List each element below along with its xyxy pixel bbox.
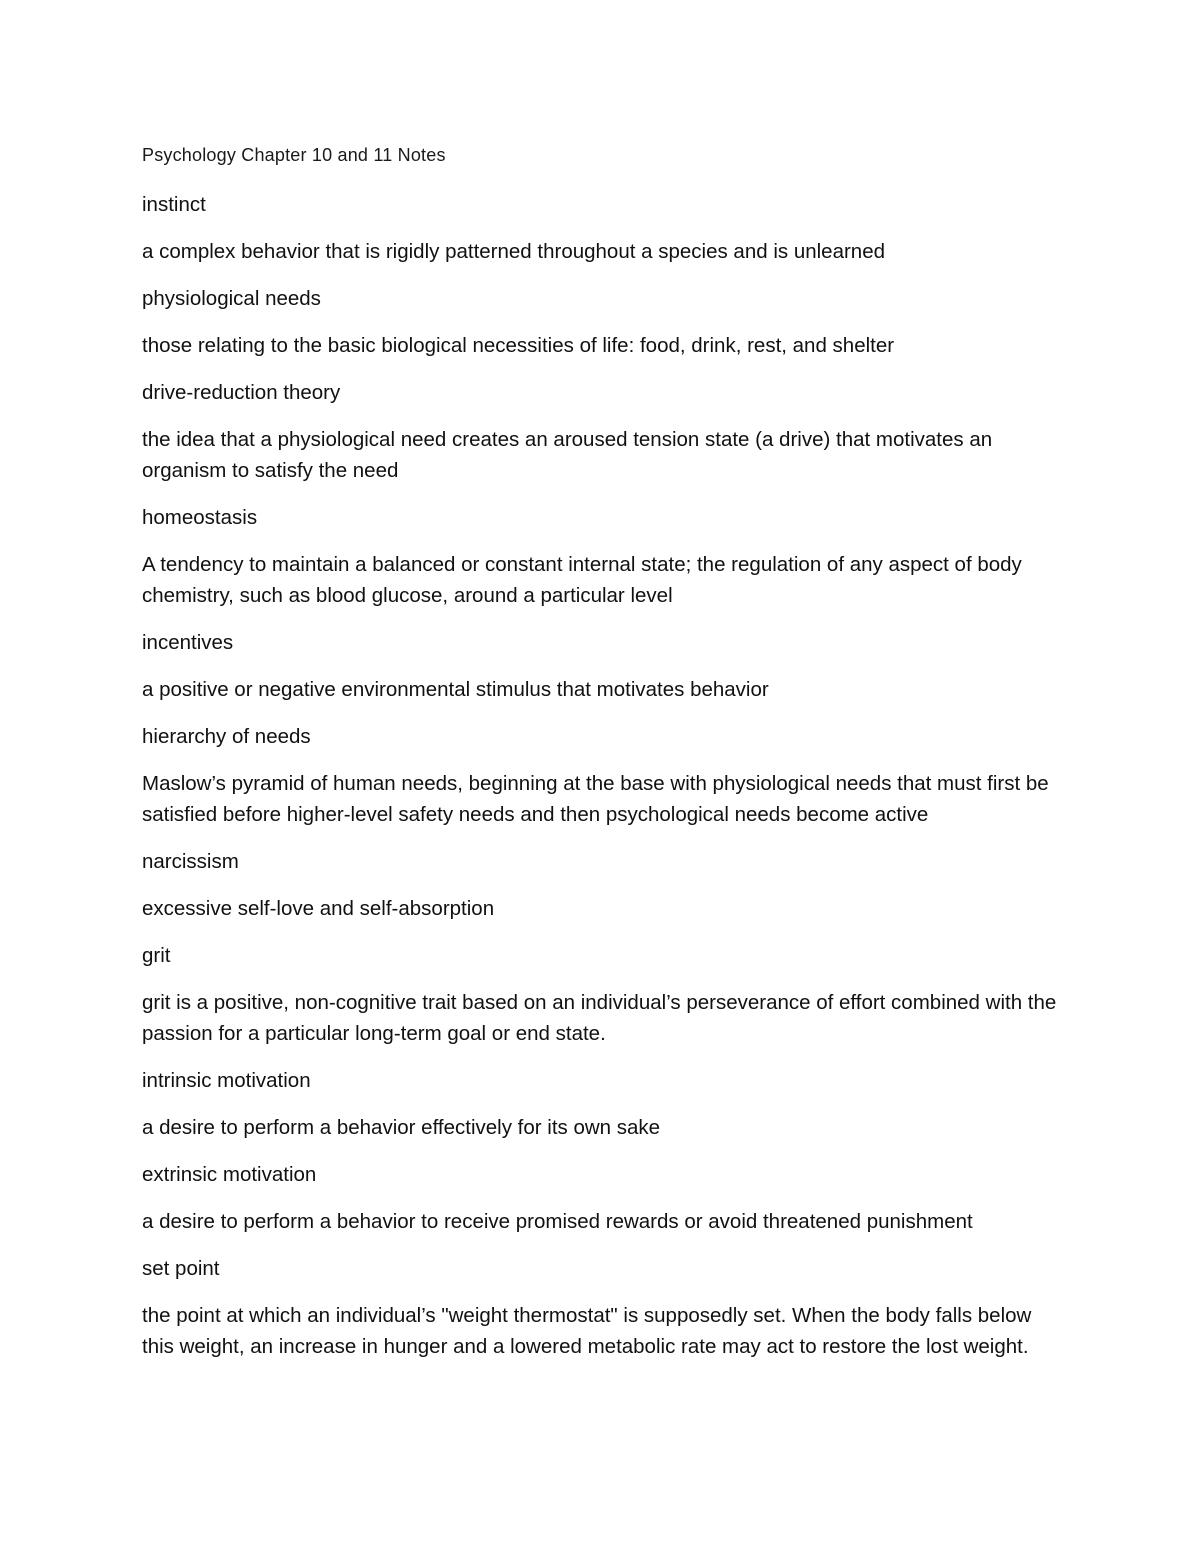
glossary-term: intrinsic motivation xyxy=(142,1069,311,1092)
glossary-entry xyxy=(142,1159,1062,1237)
glossary-entry xyxy=(142,721,1062,830)
glossary-definition: A tendency to maintain a balanced or constant internal state; the regulation of any aspect of body chemistry, such as blood glucose, around a particular level xyxy=(142,553,1022,607)
glossary-term: incentives xyxy=(142,631,234,654)
glossary-term: physiological needs xyxy=(142,287,321,310)
glossary-term: set point xyxy=(142,1257,220,1280)
document-title: Psychology Chapter 10 and 11 Notes xyxy=(142,145,446,165)
glossary-entry xyxy=(142,283,1062,361)
glossary-definition: those relating to the basic biological necessities of life: food, drink, rest, and shelter xyxy=(142,334,895,357)
glossary-definition: a desire to perform a behavior to receive promised rewards or avoid threatened punishment xyxy=(142,1210,973,1233)
glossary-definition: excessive self-love and self-absorption xyxy=(142,897,495,920)
glossary-term: hierarchy of needs xyxy=(142,725,311,748)
glossary-term: extrinsic motivation xyxy=(142,1163,317,1186)
glossary-entry xyxy=(142,846,1062,924)
glossary-definition: the point at which an individual’s "weight thermostat" is supposedly set. When the body falls below this weight, an increase in hunger and a lowered metabolic rate may act to restore the lost weight. xyxy=(142,1304,1032,1358)
glossary-definition: the idea that a physiological need creates an aroused tension state (a drive) that motivates an organism to satisfy the need xyxy=(142,428,993,482)
glossary-entry xyxy=(142,502,1062,611)
glossary-definition: a complex behavior that is rigidly patterned throughout a species and is unlearned xyxy=(142,240,886,263)
glossary-term: grit xyxy=(142,944,171,967)
glossary-entry xyxy=(142,189,1062,267)
document-body xyxy=(142,142,1062,1378)
glossary-entry xyxy=(142,1253,1062,1362)
glossary-term: narcissism xyxy=(142,850,239,873)
glossary-term: drive-reduction theory xyxy=(142,381,341,404)
glossary-entry xyxy=(142,940,1062,1049)
glossary-term: instinct xyxy=(142,193,206,216)
glossary-definition: a positive or negative environmental stimulus that motivates behavior xyxy=(142,678,769,701)
glossary-definition: grit is a positive, non-cognitive trait based on an individual’s perseverance of effort combined with the passion for a particular long-term goal or end state. xyxy=(142,991,1057,1045)
glossary-entry xyxy=(142,1065,1062,1143)
glossary-entry xyxy=(142,377,1062,486)
glossary-definition: Maslow’s pyramid of human needs, beginning at the base with physiological needs that must first be satisfied before higher-level safety needs and then psychological needs become active xyxy=(142,772,1049,826)
glossary-term: homeostasis xyxy=(142,506,258,529)
glossary-entry xyxy=(142,627,1062,705)
glossary-definition: a desire to perform a behavior effectively for its own sake xyxy=(142,1116,661,1139)
